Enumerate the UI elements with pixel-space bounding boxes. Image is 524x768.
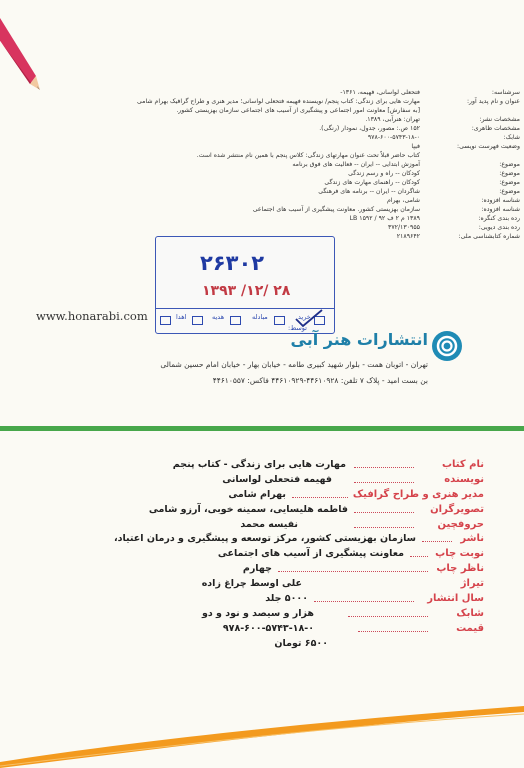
dotted-leader [348,616,428,617]
credit-row: ناشر سازمان بهزیستی کشور، مرکز توسعه و پیشگیری و درمان اعتیاد، [113,533,484,545]
catalog-row: رده بندی دیویی: ۳۷۲/۱۳۰۹۵۵ [388,224,520,231]
credit-row: نام کتاب مهارت هایی برای زندگی - کتاب پنجم [172,459,484,470]
catalog-row: موضوع: کودکان -- راهنمای مهارت های زندگی [324,179,520,186]
credit-row: ۶۵۰۰ تومان [274,637,328,649]
publisher-logo-icon [432,331,462,361]
dotted-leader [410,556,428,557]
stamp-option: خرید [298,313,311,321]
credit-row: نویسنده فهیمه فتحعلی لواسانی [222,473,484,485]
library-stamp [155,236,335,334]
credit-row: قیمت ۹۷۸-۶۰۰-۵۷۴۳-۱۸-۰ [222,622,484,634]
catalog-row: مشخصات نشر: تهران: هنرآبی، ۱۳۸۹. [365,116,520,123]
catalog-row: رده بندی کنگره: ۱۳۸۹ م ۲ ف ۹۲ / ۱۵۹۲ LB [349,215,520,222]
catalog-row: موضوع: کودکان -- راه و رسم زندگی [348,170,520,177]
dotted-leader [354,512,414,513]
dotted-leader [292,497,348,498]
stamp-option: هدیه [212,313,225,321]
catalog-row: کتاب حاضر قبلاً تحت عنوان مهارتهای زندگی: کلاس پنجم با همین نام منتشر شده است. [196,152,420,159]
catalog-row: سرشناسه: فتحعلی لواسانی، فهیمه، ۱۳۶۱- [340,89,520,96]
catalog-row: شماره کتابشناسی ملی: ۲۱۸۹۶۴۲ [396,233,520,240]
catalog-row: [به سفارش] معاونت امور اجتماعی و پیشگیری از آسیب های اجتماعی سازمان بهزیستی کشور. [176,107,420,114]
publisher-website: www.honarabi.com [36,309,148,323]
stamp-accession-number: ۲۶۳۰۲ [200,251,265,275]
dotted-leader [354,467,414,468]
catalog-row: عنوان و نام پدید آور: مهارت هایی برای زندگی: کتاب پنجم/ نویسنده فهیمه فتحعلی لواسانی؛ مدیر هنری و طراح گرافیک بهرام شامی [137,98,520,105]
stamp-option: مبادله [252,313,268,321]
catalog-block [8,88,520,241]
credit-row: تصویرگران فاطمه هلیسایی، سمینه خوبی، آرزو شامی [148,503,484,515]
stamp-checkbox [160,316,171,325]
stamp-option: اهدا [176,313,187,321]
catalog-row: موضوع: آموزش ابتدایی -- ایران -- فعالیت های فوق برنامه [292,161,520,168]
catalog-row: شناسه افزوده: سازمان بهزیستی کشور. معاونت پیشگیری از آسیب های اجتماعی [252,206,520,213]
publisher-contact: بن بست امید - پلاک ۷ تلفن: ۴۴۶۱۰۹۲۸-۴۴۶۱۰۹۲۹ فاکس: ۴۴۶۱۰۵۵۷ [212,376,428,385]
pencil-icon [0,12,42,92]
credit-row: تیراژ علی اوسط چراغ زاده [201,578,484,590]
dotted-leader [278,571,428,572]
stamp-date: ۱۳۹۳ /۱۲/ ۲۸ [202,283,291,299]
catalog-row: مشخصات ظاهری: ۱۵۲ ص.: مصور، جدول، نمودار (رنگی). [319,125,520,132]
stamp-checkbox [192,316,203,325]
catalog-row: وضعیت فهرست نویسی: فیپا [411,143,520,150]
dotted-leader [314,601,414,602]
stamp-donor-label: توسط: [288,324,307,332]
credit-row: سال انتشار ۵۰۰۰ جلد [265,593,484,605]
dotted-leader [422,541,452,542]
dotted-leader [358,631,428,632]
publisher-address: تهران - اتوبان همت - بلوار شهید کبیری طامه - خیابان بهار - خیابان امام حسین شمالی [160,360,428,369]
credit-row: نوبت چاپ معاونت پیشگیری از آسیب های اجتماعی [217,548,484,560]
publisher-name: انتشارات هنر آبی [290,330,428,349]
credit-row: شابک هزار و سیصد و نود و دو [201,607,484,619]
orange-swoosh [0,700,524,768]
catalog-row: موضوع: شاگردان -- ایران -- برنامه های فرهنگی [318,188,520,195]
green-divider [0,426,524,431]
catalog-row: شناسه افزوده: شامی، بهرام [386,197,520,204]
stamp-checkbox [230,316,241,325]
credits-list [0,458,524,652]
credit-row: حروفچین نفیسه محمد [240,518,484,530]
credit-row: مدیر هنری و طراح گرافیک بهرام شامی [228,488,484,500]
credit-row: ناظر چاپ چهارم [242,563,484,575]
catalog-row: شابک: ۹۷۸-۶۰۰-۵۷۴۳-۱۸-۰ [367,134,520,141]
dotted-leader [354,527,414,528]
dotted-leader [354,482,414,483]
check-mark-icon [294,309,324,329]
stamp-checkbox [274,316,285,325]
